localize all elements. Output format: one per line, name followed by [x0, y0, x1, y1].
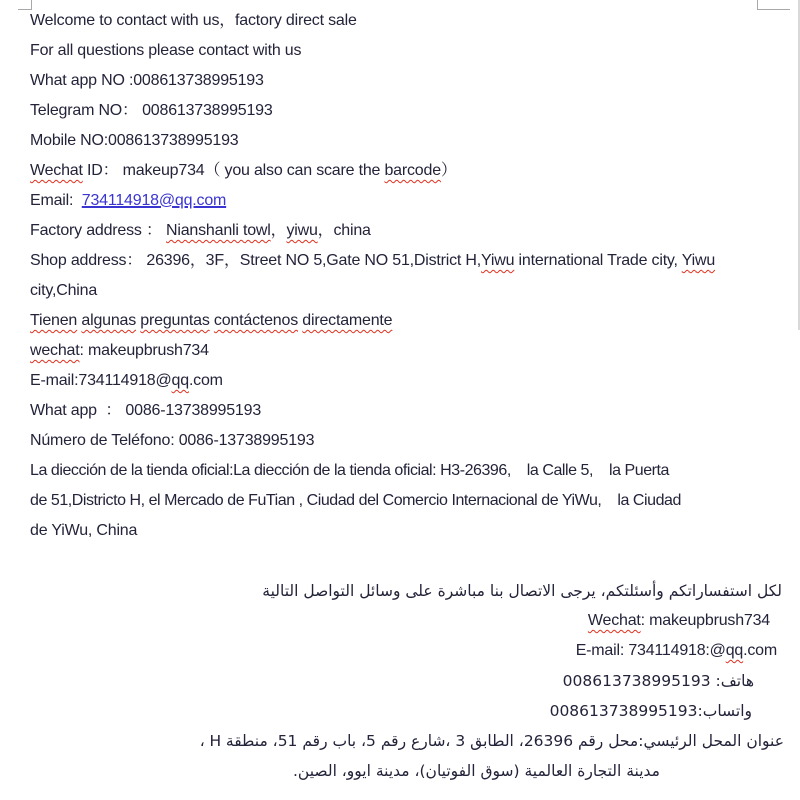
- spanish-address-line-1: La diección de la tienda oficial:La diección de la tienda oficial: H3-26396, la Calle 5, la Puerta: [30, 462, 669, 479]
- mobile-line: Mobile NO:008613738995193: [30, 132, 239, 149]
- arabic-wechat-line: [30, 606, 792, 636]
- spanish-wechat-line: [30, 336, 792, 366]
- wechat-word: Wechat: [30, 162, 83, 179]
- wechat-value: : makeupbrush734: [79, 342, 209, 359]
- wechat-word: Wechat: [587, 612, 641, 629]
- arabic-phone-line: هاتف: 008613738995193: [562, 672, 754, 690]
- wechat-word: wechat: [30, 342, 80, 359]
- email-tail: .com: [743, 642, 777, 659]
- factory-city-word: yiwu: [286, 222, 318, 239]
- spanish-phone-line: Número de Teléfono: 0086-13738995193: [30, 432, 315, 449]
- welcome-line: Welcome to contact with us，factory direct sale: [30, 12, 357, 29]
- shop-address-line-1: [30, 246, 792, 276]
- factory-country: ，china: [317, 222, 371, 239]
- wechat-value: : makeupbrush734: [640, 612, 770, 629]
- email-label: Email:: [30, 192, 82, 209]
- qq-word: qq: [725, 642, 744, 659]
- factory-comma: ，: [270, 222, 287, 239]
- spanish-intro-line: [30, 306, 792, 336]
- barcode-word: barcode: [384, 162, 441, 179]
- arabic-address-line-2: مدينة التجارة العالمية (سوق الفوتيان)، مدينة ايوو، الصين.: [293, 762, 660, 780]
- spanish-word: directamente: [302, 312, 393, 329]
- spanish-word: Tienen: [30, 312, 78, 329]
- factory-name-word: Nianshanli towl: [166, 222, 271, 239]
- telegram-line: Telegram NO： 008613738995193: [30, 102, 273, 119]
- wechat-id-text: ID： makeup734（ you also can scare the: [82, 162, 385, 179]
- arabic-email-line: [30, 636, 792, 666]
- spanish-address-line-3: de YiWu, China: [30, 522, 138, 539]
- shop-address-line-2: city,China: [30, 282, 98, 299]
- arabic-intro-line: لكل استفساراتكم وأسئلتكم، يرجى الاتصال بنا مباشرة على وسائل التواصل التالية: [262, 582, 782, 600]
- email-text: E-mail:734114918@: [30, 372, 172, 389]
- yiwu-word-1: Yiwu: [481, 252, 515, 269]
- spanish-email-line: [30, 366, 792, 396]
- whatsapp-line: What app NO :008613738995193: [30, 72, 264, 89]
- wechat-id-close: ）: [440, 162, 457, 179]
- arabic-address-line-1: عنوان المحل الرئيسي:محل رقم 26396، الطابق 3 ،شارع رقم 5، باب رقم 51، منطقة H ،: [199, 732, 784, 750]
- document-body: [30, 6, 792, 786]
- shop-address-mid: international Trade city,: [514, 252, 682, 269]
- factory-address-label: Factory address ：: [30, 222, 167, 239]
- yiwu-word-2: Yiwu: [681, 252, 716, 269]
- qq-word: qq: [171, 372, 189, 389]
- spanish-whatsapp-line: What app ： 0086-13738995193: [30, 402, 262, 419]
- factory-address-line: [30, 216, 792, 246]
- spanish-word: preguntas: [140, 312, 210, 329]
- arabic-whatsapp-line: واتساب:008613738995193: [549, 702, 752, 720]
- wechat-id-line: [30, 156, 792, 186]
- spanish-word: contáctenos: [213, 312, 299, 329]
- email-tail: .com: [188, 372, 223, 389]
- shop-address-head: Shop address： 26396，3F，Street NO 5,Gate NO 51,District H,: [30, 252, 482, 269]
- intro-line: For all questions please contact with us: [30, 42, 302, 59]
- blank-line: [30, 546, 792, 576]
- email-text: E-mail: 734114918:@: [575, 642, 726, 659]
- spanish-address-line-2: de 51,Districto H, el Mercado de FuTian , Ciudad del Comercio Internacional de YiWu, la Ciudad: [30, 492, 681, 509]
- email-line: [30, 186, 792, 216]
- email-link[interactable]: 734114918@qq.com: [81, 192, 227, 209]
- spanish-word: algunas: [81, 312, 137, 329]
